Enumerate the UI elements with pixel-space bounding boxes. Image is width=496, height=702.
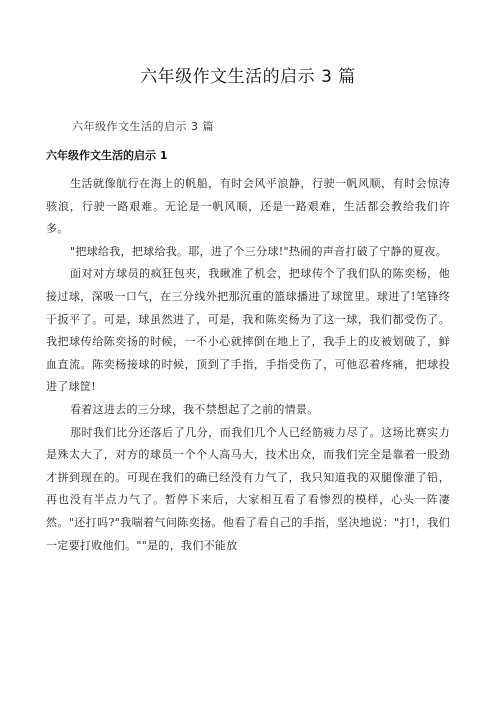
section-heading: 六年级作文生活的启示 1 [46,149,168,162]
paragraph: 生活就像航行在海上的帆船，有时会风平浪静，行驶一帆风顺，有时会惊涛骇浪，行驶一路艰难。无论是一帆风顺，还是一路艰难，生活都会教给我们许多。 [46,177,450,236]
body-text [46,173,450,557]
paragraph: 面对对方球员的疯狂包夹，我瞅准了机会，把球传个了我们队的陈奕杨，他接过球，深吸一口气，在三分线外把那沉重的篮球播进了球筐里。球进了!笔锋终于扳平了。可是，球虽然进了，可是，我和陈奕杨为了这一球，我们都受伤了。我把球传给陈奕扬的时候，一不小心就摔倒在地上了，我手上的皮被划破了，鲜血直流。陈奕杨接球的时候，顶到了手指，手指受伤了，可他忍着疼痛，把球投进了球筐! [46,267,450,394]
paragraph: 那时我们比分还落后了几分，而我们几个人已经筋疲力尽了。这场比赛实力是殊太大了，对方的球员一个个人高马大，技术出众，而我们完全是靠着一股劲才拼到现在的。可现在我们的确已经没有力气了，我只知道我的双腿像灌了铅，再也没有半点力气了。暂停下来后，大家相互看了看惨烈的模样，心头一阵凄然。"还打吗?"我喘着气问陈奕扬。他看了看自己的手指，坚决地说："打!，我们一定要打败他们。""是的，我们不能放 [46,425,450,552]
document-subtitle: 六年级作文生活的启示 3 篇 [72,120,214,133]
document-title: 六年级作文生活的启示 3 篇 [140,67,356,87]
paragraph: 看着这进去的三分球，我不禁想起了之前的情景。 [70,402,319,416]
paragraph: "把球给我，把球给我。耶，进了个三分球!"热闹的声音打破了宁静的夏夜。 [70,244,448,258]
